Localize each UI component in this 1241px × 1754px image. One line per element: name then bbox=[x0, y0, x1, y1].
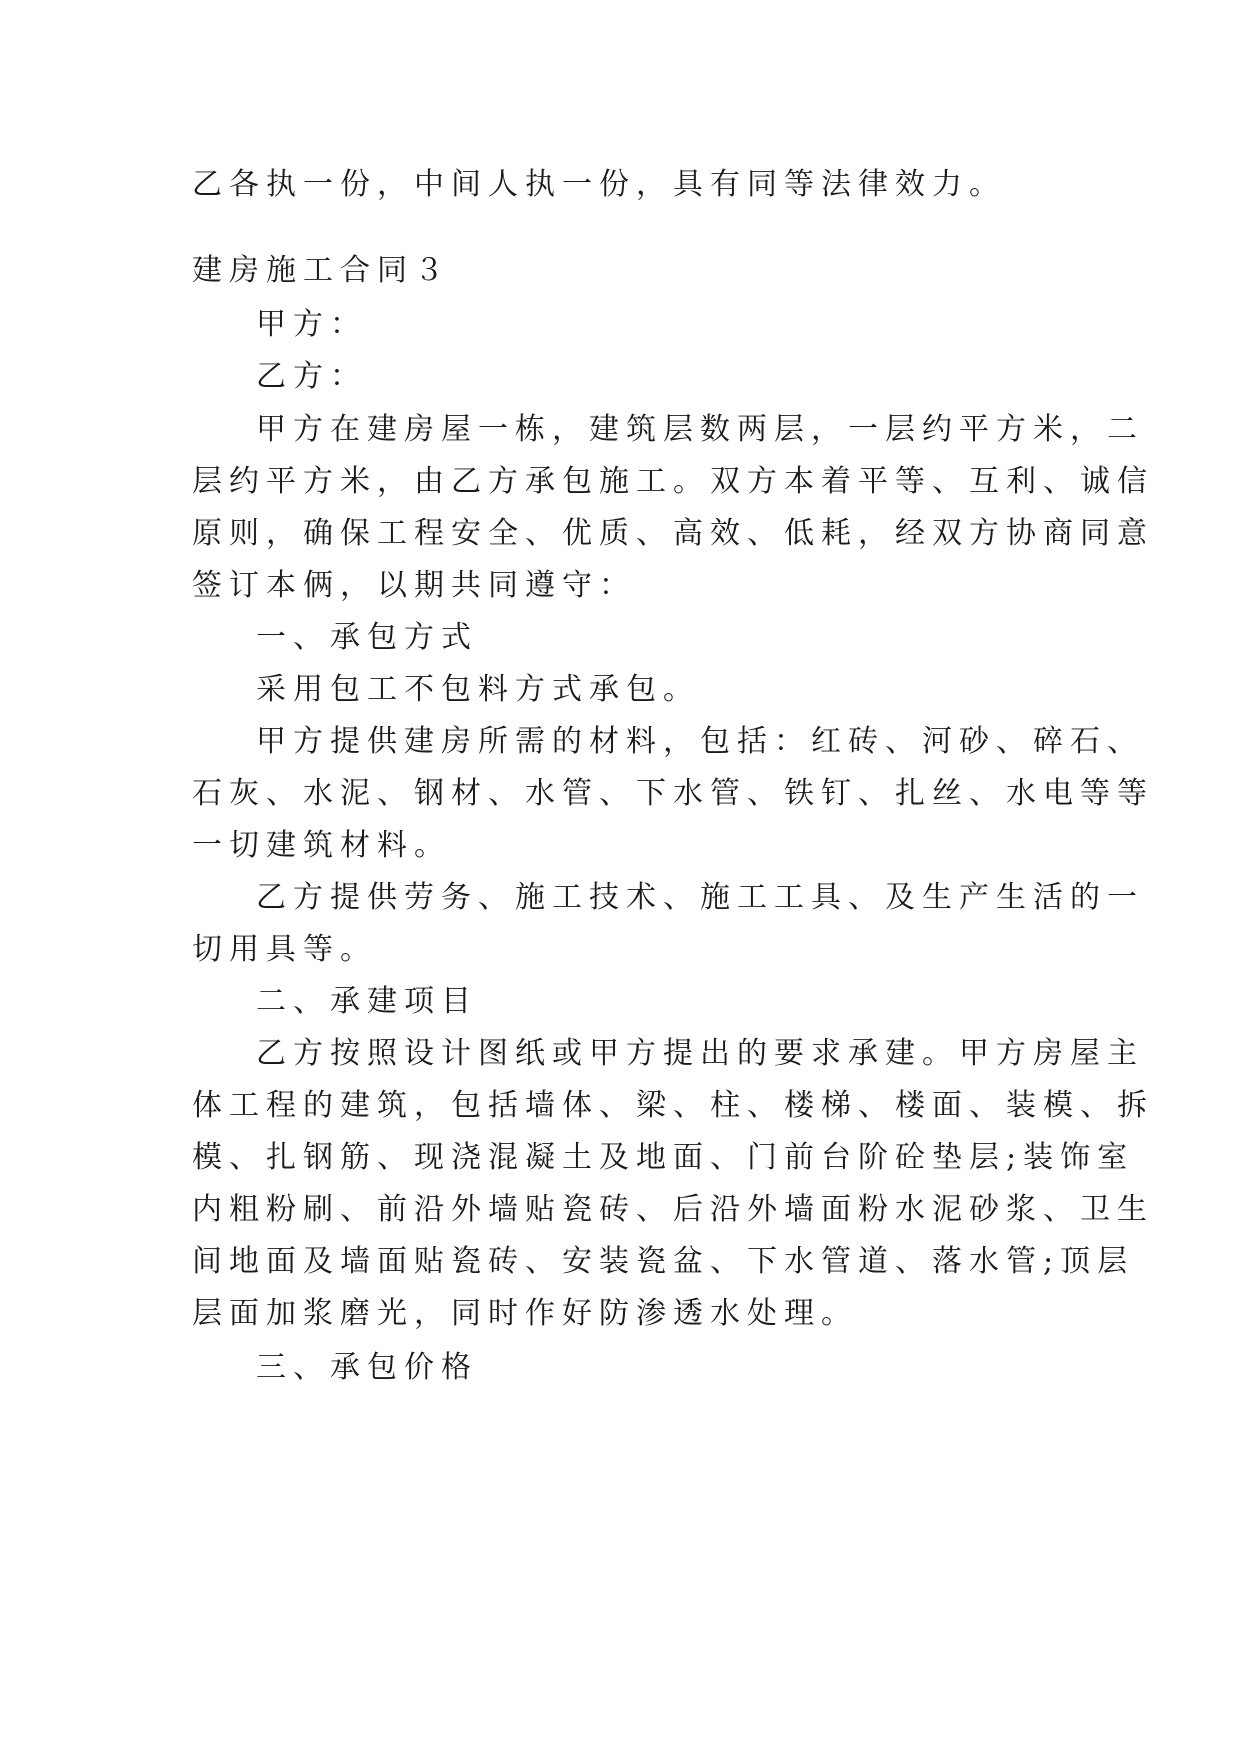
paragraph-line: 间地面及墙面贴瓷砖、安装瓷盆、下水管道、落水管;顶层 bbox=[192, 1244, 1135, 1279]
section-title: 建房施工合同３ bbox=[192, 253, 451, 288]
paragraph-line: 模、扎钢筋、现浇混凝土及地面、门前台阶砼垫层;装饰室 bbox=[192, 1140, 1135, 1175]
paragraph-line: 乙方按照设计图纸或甲方提出的要求承建。甲方房屋主 bbox=[256, 1036, 1144, 1071]
clause-heading: 三、承包价格 bbox=[256, 1350, 478, 1385]
paragraph-line: 内粗粉刷、前沿外墙贴瓷砖、后沿外墙面粉水泥砂浆、卫生 bbox=[192, 1192, 1154, 1227]
paragraph-line: 签订本俩，以期共同遵守： bbox=[192, 568, 636, 603]
paragraph-line: 采用包工不包料方式承包。 bbox=[256, 672, 700, 707]
paragraph-line: 体工程的建筑，包括墙体、梁、柱、楼梯、楼面、装模、拆 bbox=[192, 1088, 1154, 1123]
clause-heading: 一、承包方式 bbox=[256, 620, 478, 655]
paragraph-line: 石灰、水泥、钢材、水管、下水管、铁钉、扎丝、水电等等 bbox=[192, 776, 1154, 811]
clause-heading: 二、承建项目 bbox=[256, 984, 478, 1019]
paragraph-line: 层面加浆磨光，同时作好防渗透水处理。 bbox=[192, 1296, 858, 1331]
party-b-label: 乙方： bbox=[256, 359, 367, 394]
paragraph-line: 乙各执一份，中间人执一份，具有同等法律效力。 bbox=[192, 167, 1006, 202]
paragraph-line: 原则，确保工程安全、优质、高效、低耗，经双方协商同意 bbox=[192, 516, 1154, 551]
party-a-label: 甲方： bbox=[256, 307, 367, 342]
paragraph-line: 一切建筑材料。 bbox=[192, 828, 451, 863]
paragraph-line: 切用具等。 bbox=[192, 932, 377, 967]
paragraph-line: 乙方提供劳务、施工技术、施工工具、及生产生活的一 bbox=[256, 880, 1144, 915]
paragraph-line: 甲方在建房屋一栋，建筑层数两层，一层约平方米，二 bbox=[256, 412, 1144, 447]
paragraph-line: 甲方提供建房所需的材料，包括：红砖、河砂、碎石、 bbox=[256, 724, 1144, 759]
paragraph-line: 层约平方米，由乙方承包施工。双方本着平等、互利、诚信 bbox=[192, 464, 1154, 499]
